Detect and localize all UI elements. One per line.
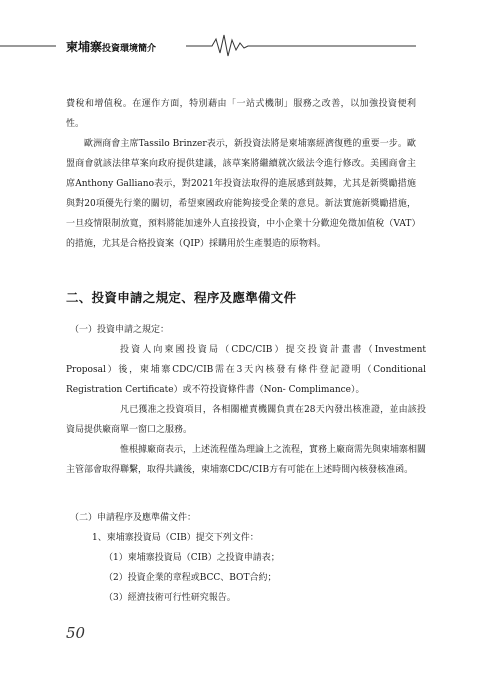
subsection-investment-rules	[66, 320, 426, 480]
paragraph-chamber-of-commerce: 歐洲商會主席Tassilo Brinzer表示，新投資法將是柬埔寨經濟復甦的重要一步。歐盟商會就該法律草案向政府提供建議，該草案將繼續就次級法令進行修改。美國商會主席Anthony Galliano表示，對2021年投資法取得的進展感到鼓舞，尤其是新獎勵措施與對20項優先行業的關切，希望柬國政府能夠接受企業的意見。新法實施新獎勵措施，一旦疫情限制放寬，預料將能加速外人直接投資，中小企業十分歡迎免徵加值稅（VAT）的措施，尤其是合格投資案（QIP）採購用於生產製造的原物料。	[66, 139, 416, 249]
section-heading: 二、投資申請之規定、程序及應準備文件	[66, 290, 297, 305]
rules-paragraph-1: 投資人向柬國投資局（CDC/CIB）提交投資計畫書（Investment Proposal）後，柬埔寨CDC/CIB需在3天內核發有條件登記證明（Conditional Registration Certificate）或不符投資條件書（Non- Complimance）。	[66, 345, 426, 395]
running-title	[66, 38, 156, 55]
page-number: 50	[66, 624, 86, 642]
list-item: 1、柬埔寨投資局（CIB）提交下列文件：	[92, 533, 259, 543]
list-item: （1）柬埔寨投資局（CIB）之投資申請表；	[104, 553, 280, 563]
paragraph-continuation: 費稅和增值稅。在運作方面，特別藉由「一站式機制」服務之改善，以加強投資便利性。	[66, 99, 416, 129]
subsection-heading: （二）申請程序及應準備文件：	[70, 513, 197, 523]
running-title-sub: 投資環境簡介	[102, 44, 157, 54]
list-item: （3）經濟技術可行性研究報告。	[104, 593, 236, 603]
rules-paragraph-2: 凡已獲准之投資項目，各相關權責機關負責在28天內發出核准證，並由該投資局提供廠商單一窗口之服務。	[66, 405, 426, 435]
body-text	[66, 94, 416, 254]
subsection-heading: （一）投資申請之規定：	[70, 325, 170, 335]
subsection-application-procedure	[66, 508, 426, 608]
rules-paragraph-3: 惟根據廠商表示，上述流程僅為理論上之流程，實務上廠商需先與柬埔寨相關主管部會取得聯繫，取得共識後，柬埔寨CDC/CIB方有可能在上述時間內核發核准函。	[66, 445, 427, 475]
list-item: （2）投資企業的章程或BCC、BOT合約；	[104, 573, 277, 583]
running-title-main: 柬埔寨	[66, 40, 103, 54]
page-header	[0, 30, 480, 60]
